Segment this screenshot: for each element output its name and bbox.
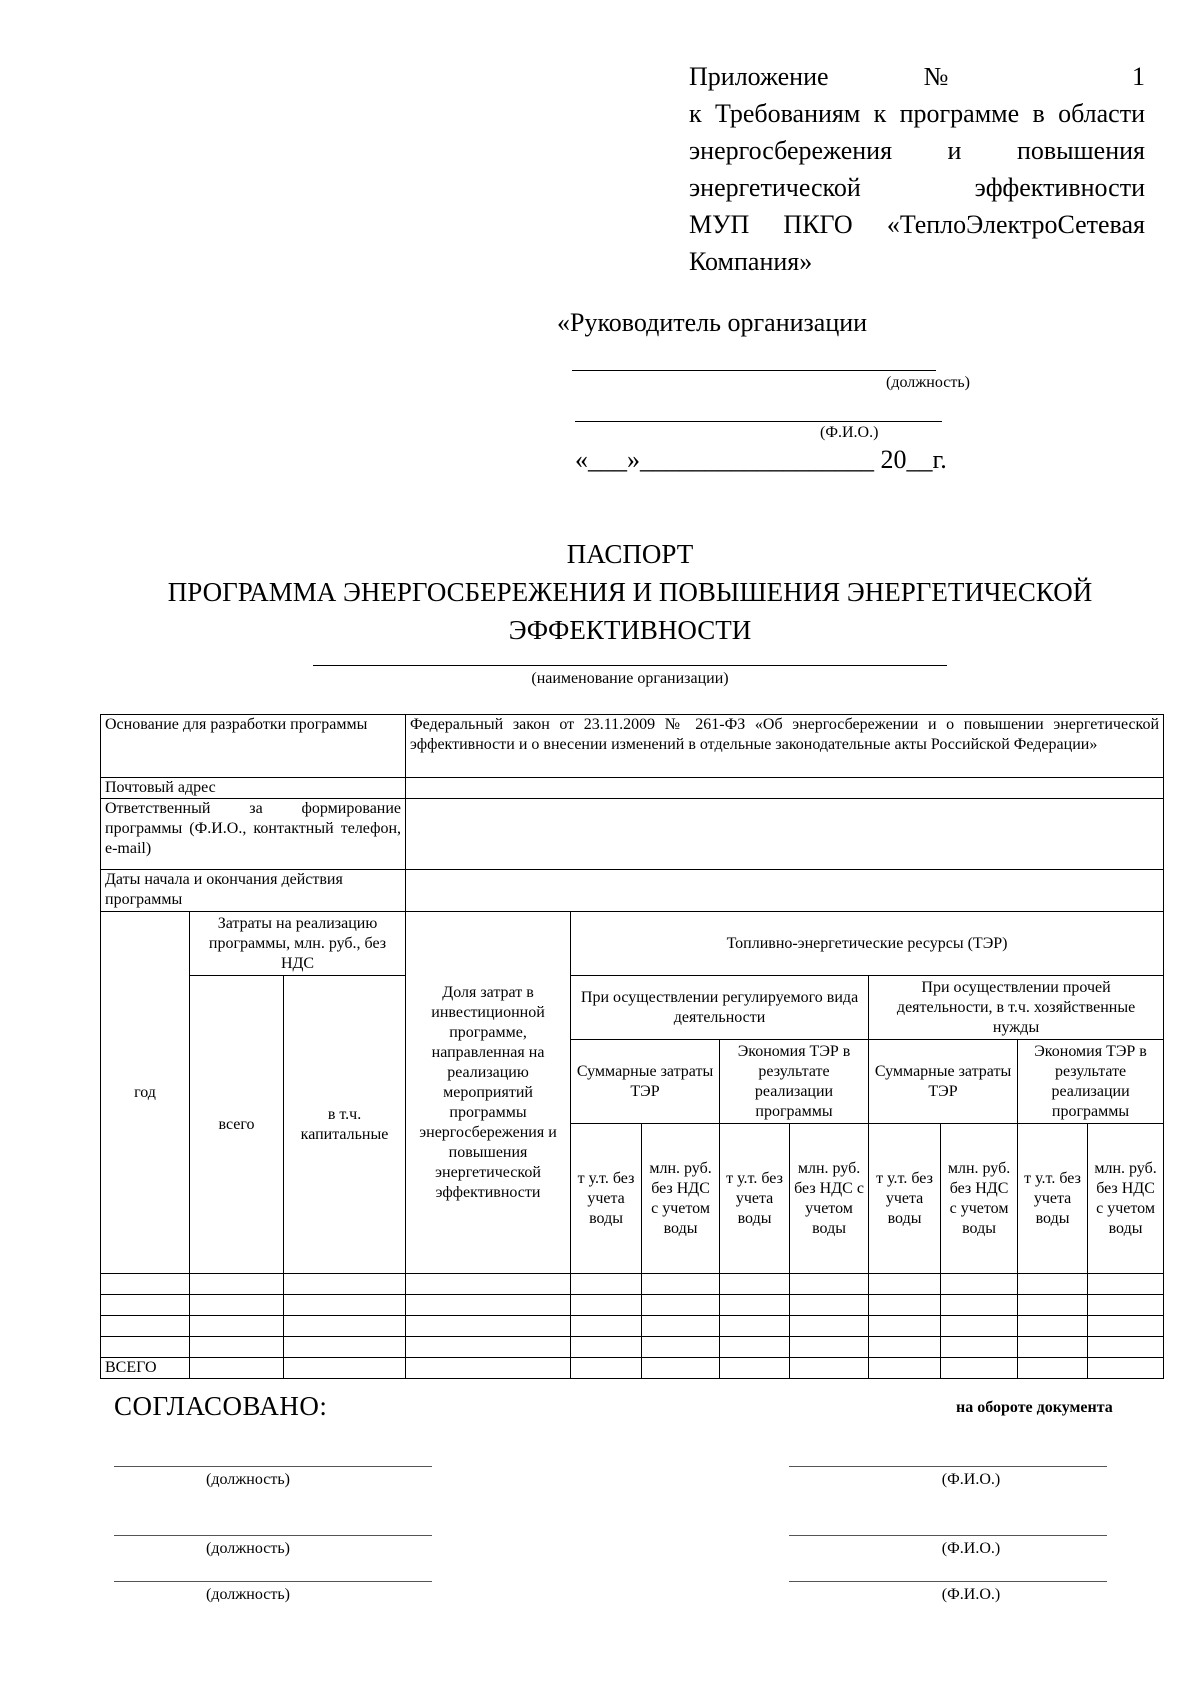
costs-header: Затраты на реализацию программы, млн. руб., без НДС — [190, 912, 406, 976]
costs-total-header: всего — [190, 976, 284, 1274]
position-caption: (должность) — [206, 1586, 290, 1603]
organization-name-line — [313, 665, 947, 666]
info-row — [101, 799, 1164, 870]
document-title — [0, 535, 1200, 649]
total-fer-header: Суммарные затраты ТЭР — [869, 1040, 1018, 1124]
appendix-line: энергосбережения и повышения — [689, 136, 1145, 165]
unit-tut-header: т у.т. без учета воды — [720, 1124, 790, 1274]
passport-table — [100, 714, 1164, 1379]
year-header: год — [101, 912, 190, 1274]
name-caption: (Ф.И.О.) — [941, 1540, 1001, 1557]
unit-mln-header: млн. руб. без НДС с учетом воды — [790, 1124, 869, 1274]
table-row — [101, 1316, 1164, 1337]
info-label: Ответственный за формирование программы (Ф.И.О., контактный телефон, e-mail) — [101, 799, 406, 870]
table-row — [101, 1274, 1164, 1295]
info-value: Федеральный закон от 23.11.2009 № 261-ФЗ «Об энергосбережении и о повышении энергетической эффективности и о внесении изменений в отдельные законодательные акты Российской Федерации» — [406, 715, 1164, 778]
name-caption: (Ф.И.О.) — [941, 1471, 1001, 1488]
table-row — [101, 1295, 1164, 1316]
appendix-line: энергетической эффективности — [689, 173, 1145, 202]
info-value — [406, 870, 1164, 912]
fer-header: Топливно-энергетические ресурсы (ТЭР) — [571, 912, 1164, 976]
unit-mln-header: млн. руб. без НДС с учетом воды — [941, 1124, 1018, 1274]
organization-caption: (наименование организации) — [531, 670, 729, 687]
head-of-organization-label: «Руководитель организации — [557, 308, 868, 337]
unit-mln-header: млн. руб. без НДС с учетом воды — [642, 1124, 720, 1274]
unit-tut-header: т у.т. без учета воды — [869, 1124, 941, 1274]
table-row — [101, 1337, 1164, 1358]
info-row — [101, 715, 1164, 778]
signature-line — [114, 1466, 432, 1467]
info-value — [406, 799, 1164, 870]
signature-line — [114, 1581, 432, 1582]
name-caption: (Ф.И.О.) — [941, 1586, 1001, 1603]
info-label: Почтовый адрес — [101, 778, 406, 799]
signature-line — [789, 1466, 1107, 1467]
appendix-line: Приложение № 1 — [689, 62, 1145, 91]
total-fer-header: Суммарные затраты ТЭР — [571, 1040, 720, 1124]
info-row — [101, 778, 1164, 799]
fer-savings-header: Экономия ТЭР в результате реализации программы — [720, 1040, 869, 1124]
appendix-line: Компания» — [689, 247, 813, 276]
signature-line — [789, 1581, 1107, 1582]
name-caption: (Ф.И.О.) — [820, 424, 879, 441]
costs-capital-header: в т.ч. капитальные — [284, 976, 406, 1274]
appendix-block — [689, 58, 1145, 280]
grid-header-row — [101, 912, 1164, 976]
grid-header-row — [101, 976, 1164, 1040]
info-row — [101, 870, 1164, 912]
info-value — [406, 778, 1164, 799]
regulated-activity-header: При осуществлении регулируемого вида деятельности — [571, 976, 869, 1040]
title-line: ЭФФЕКТИВНОСТИ — [508, 615, 752, 645]
unit-tut-header: т у.т. без учета воды — [1018, 1124, 1088, 1274]
investment-share-header: Доля затрат в инвестиционной программе, направленная на реализацию мероприятий программы энергосбережения и повышения энергетической эффективности — [406, 912, 571, 1274]
unit-tut-header: т у.т. без учета воды — [571, 1124, 642, 1274]
total-row — [101, 1358, 1164, 1379]
reverse-note: на обороте документа — [956, 1399, 1113, 1416]
other-activity-header: При осуществлении прочей деятельности, в т.ч. хозяйственные нужды — [869, 976, 1164, 1040]
unit-mln-header: млн. руб. без НДС с учетом воды — [1088, 1124, 1164, 1274]
total-row-label: ВСЕГО — [101, 1358, 190, 1379]
signature-line — [789, 1535, 1107, 1536]
agreed-label: СОГЛАСОВАНО: — [114, 1391, 328, 1421]
position-caption: (должность) — [206, 1471, 290, 1488]
position-caption: (должность) — [886, 374, 970, 391]
info-label: Основание для разработки программы — [101, 715, 406, 778]
appendix-line: МУП ПКГО «ТеплоЭлектроСетевая — [689, 210, 1145, 239]
signature-line — [114, 1535, 432, 1536]
fer-savings-header: Экономия ТЭР в результате реализации программы — [1018, 1040, 1164, 1124]
position-line — [572, 370, 936, 371]
position-caption: (должность) — [206, 1540, 290, 1557]
info-label: Даты начала и окончания действия программы — [101, 870, 406, 912]
title-line: ПРОГРАММА ЭНЕРГОСБЕРЕЖЕНИЯ И ПОВЫШЕНИЯ ЭНЕРГЕТИЧЕСКОЙ — [167, 577, 1093, 607]
date-line: «___»__________________ 20__г. — [575, 445, 947, 474]
appendix-line: к Требованиям к программе в области — [689, 99, 1145, 128]
title-line: ПАСПОРТ — [566, 539, 694, 569]
name-line — [575, 421, 942, 422]
